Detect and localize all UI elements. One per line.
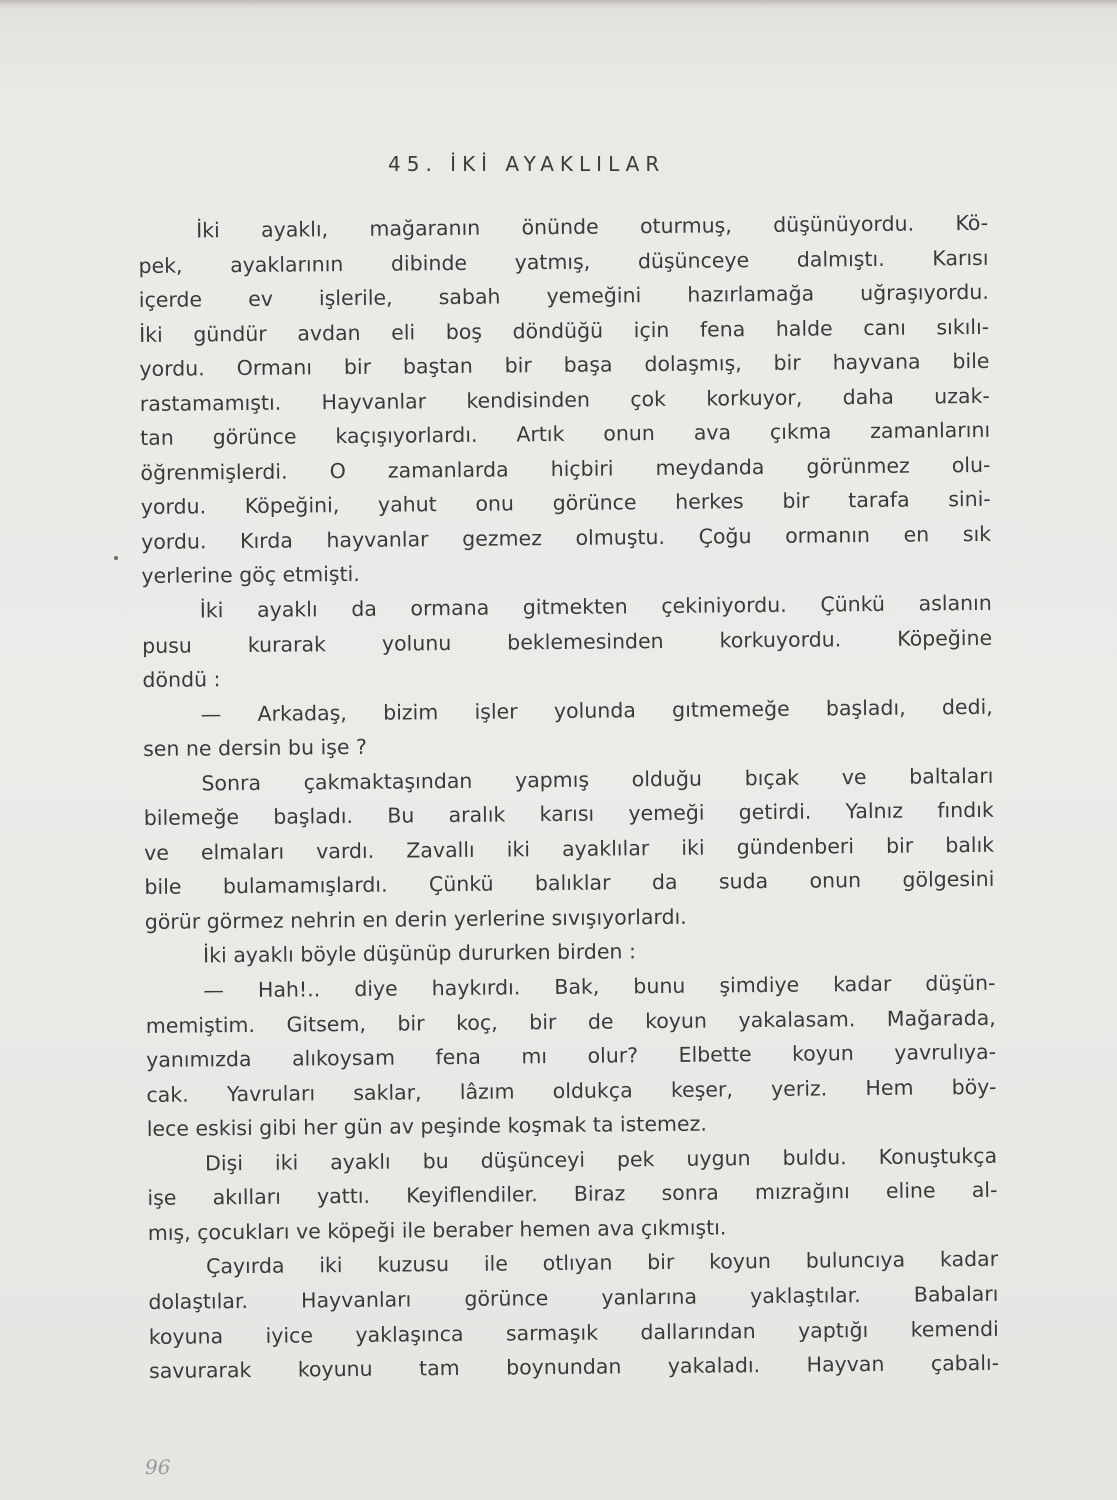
- text-line: içerde ev işlerile, sabah yemeğini hazırlamağa uğraşıyordu.: [138, 279, 989, 313]
- text-line: — Hah!.. diye haykırdı. Bak, bunu şimdiye kadar düşün-: [203, 970, 996, 1003]
- text-line: pek, ayaklarının dibinde yatmış, düşünceye dalmıştı. Karısı: [138, 245, 989, 278]
- text-line: ve elmaları vardı. Zavallı iki ayaklılar iki gündenberi bir balık: [144, 832, 995, 865]
- text-line: İki gündür avdan eli boş döndüğü için fena halde canı sıkılı-: [139, 314, 990, 347]
- text-line: İki ayaklı böyle düşünüp dururken birden :: [203, 939, 637, 968]
- text-line: — Arkadaş, bizim işler yolunda gıtmemeğe başladı, dedi,: [200, 694, 993, 727]
- text-line: yordu. Ormanı bir baştan bir başa dolaşmış, bir hayvana bile: [139, 349, 990, 382]
- text-line: pusu kurarak yolunu beklemesinden korkuyordu. Köpeğine: [142, 625, 993, 658]
- text-line: sen ne dersin bu işe ?: [143, 735, 368, 762]
- text-line: lece eskisi gibi her gün av peşinde koşmak ta istemez.: [146, 1111, 707, 1142]
- chapter-title: 45. İKİ AYAKLILAR: [388, 152, 666, 176]
- text-line: memiştim. Gitsem, bir koç, bir de koyun yakalasam. Mağarada,: [145, 1005, 996, 1038]
- text-line: öğrenmişlerdi. O zamanlarda hiçbiri meydanda görünmez olu-: [140, 452, 991, 485]
- text-line: tan görünce kaçışıyorlardı. Artık onun ava çıkma zamanlarını: [140, 418, 991, 451]
- text-line: mış, çocukları ve köpeği ile beraber hemen ava çıkmıştı.: [147, 1215, 727, 1245]
- text-line: İki ayaklı da ormana gitmekten çekiniyordu. Çünkü aslanın: [199, 590, 992, 623]
- text-line: döndü :: [142, 667, 221, 693]
- text-line: Çayırda iki kuzusu ile otlıyan bir koyun buluncıya kadar: [205, 1247, 999, 1279]
- text-line: cak. Yavruları saklar, lâzım oldukça keşer, yeriz. Hem böy-: [146, 1074, 997, 1107]
- text-line: koyuna iyice yaklaşınca sarmaşık dallarından yaptığı kemendi: [148, 1316, 999, 1349]
- text-line: rastamamıştı. Hayvanlar kendisinden çok korkuyor, daha uzak-: [139, 383, 990, 416]
- text-line: Sonra çakmaktaşından yapmış olduğu bıçak ve baltaları: [201, 763, 994, 796]
- text-line: İki ayaklı, mağaranın önünde oturmuş, düşünüyordu. Kö-: [196, 210, 989, 243]
- text-line: Dişi iki ayaklı bu düşünceyi pek uygun buldu. Konuştukça: [204, 1143, 998, 1176]
- text-line: yordu. Kırda hayvanlar gezmez olmuştu. Çoğu ormanın en sık: [141, 521, 992, 554]
- text-line: işe akılları yattı. Keyiflendiler. Biraz sonra mızrağını eline al-: [147, 1178, 998, 1211]
- text-line: yerlerine göç etmişti.: [141, 562, 360, 589]
- text-line: bilemeğe başladı. Bu aralık karısı yemeği getirdi. Yalnız fındık: [143, 798, 994, 831]
- text-line: görür görmez nehrin en derin yerlerine sıvışıyorlardı.: [144, 904, 687, 934]
- page-number: 96: [145, 1455, 171, 1479]
- text-line: yordu. Köpeğini, yahut onu görünce herkes bir tarafa sini-: [140, 487, 991, 520]
- text-line: dolaştılar. Hayvanları görünce yanlarına yaklaştılar. Babaları: [148, 1281, 999, 1314]
- page-top-edge: [0, 0, 1117, 10]
- margin-mark: [114, 556, 118, 560]
- text-line: yanımızda alıkoysam fena mı olur? Elbette koyun yavrulıya-: [146, 1039, 997, 1073]
- body-text: [138, 206, 999, 1389]
- text-line: bile bulamamışlardı. Çünkü balıklar da suda onun gölgesini: [144, 867, 995, 900]
- text-line: savurarak koyunu tam boynundan yakaladı. Hayvan çabalı-: [148, 1350, 1000, 1383]
